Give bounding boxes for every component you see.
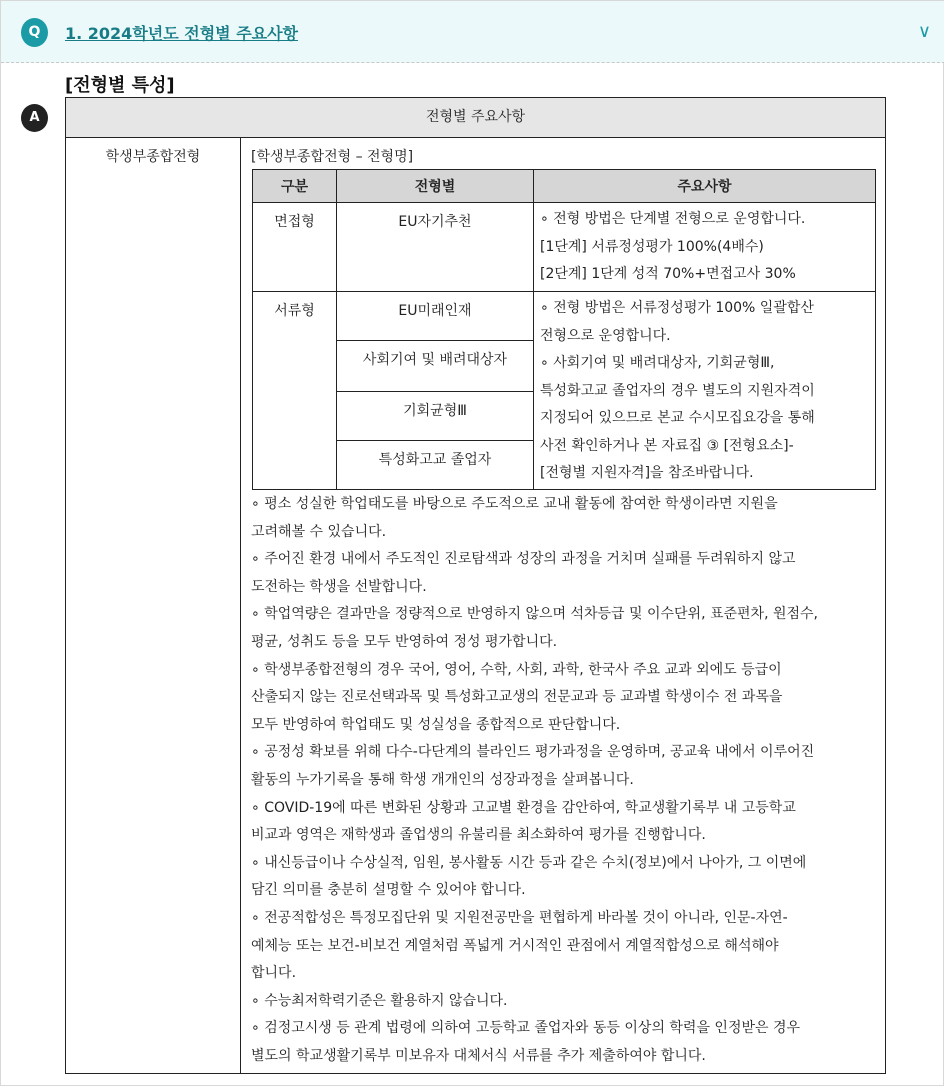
list-line: ∘ 공정성 확보를 위해 다수-다단계의 블라인드 평가과정을 운영하며, 공교육 내에서 이루어진 [251, 744, 815, 761]
list-line: ∘ COVID-19에 따른 변화된 상황과 고교별 환경을 감안하여, 학교생활기록부 내 고등학교 [251, 799, 796, 816]
col-header: 전형별 [337, 170, 534, 203]
list-line: 모두 반영하여 학업태도 및 성실성을 종합적으로 판단합니다. [251, 716, 621, 733]
list-line: ∘ 학업역량은 결과만을 정량적으로 반영하지 않으며 석차등급 및 이수단위, 표준편차, 원점수, [251, 606, 819, 623]
inner-table [252, 169, 876, 490]
table-header: 전형별 주요사항 [66, 98, 885, 138]
list-line: 평균, 성취도 등을 모두 반영하여 정성 평가합니다. [251, 633, 558, 650]
note-line: ∘ 전형 방법은 서류정성평가 100% 일괄합산 [540, 300, 814, 316]
name-cell: EU자기추천 [337, 203, 534, 292]
row-content [241, 138, 885, 1073]
characteristics-list [251, 491, 818, 1070]
notes-cell [534, 292, 875, 489]
note-line: [2단계] 1단계 성적 70%+면접고사 30% [540, 266, 796, 282]
list-line: 담긴 의미를 충분히 설명할 수 있어야 합니다. [251, 882, 526, 899]
type-cell: 서류형 [253, 292, 337, 489]
list-line: 고려해볼 수 있습니다. [251, 523, 387, 540]
list-line: 산출되지 않는 진로선택과목 및 특성화고교생의 전문교과 등 교과별 학생이수 전 과목을 [251, 689, 783, 706]
list-line: ∘ 학생부종합전형의 경우 국어, 영어, 수학, 사회, 과학, 한국사 주요 교과 외에도 등급이 [251, 661, 782, 678]
col-header: 구분 [253, 170, 337, 203]
list-line: 비교과 영역은 재학생과 졸업생의 유불리를 최소화하여 평가를 진행합니다. [251, 827, 706, 844]
answer-badge: A [21, 104, 48, 132]
name-cell: EU미래인재 [337, 292, 534, 341]
list-line: 도전하는 학생을 선발합니다. [251, 578, 427, 595]
note-line: 특성화고교 졸업자의 경우 별도의 지원자격이 [540, 382, 815, 399]
question-title-link[interactable]: 1. 2024학년도 전형별 주요사항 [65, 24, 299, 43]
subtitle: [학생부종합전형 – 전형명] [251, 149, 414, 165]
list-line: 합니다. [251, 965, 297, 982]
list-line: ∘ 주어진 환경 내에서 주도적인 진로탐색과 성장의 과정을 거치며 실패를 두려워하지 않고 [251, 551, 796, 568]
list-line: 활동의 누가기록을 통해 학생 개개인의 성장과정을 살펴봅니다. [251, 771, 634, 788]
admission-table [65, 97, 886, 1074]
faq-question-header[interactable] [1, 1, 944, 63]
col-header: 주요사항 [534, 170, 875, 203]
note-line: 지정되어 있으므로 본교 수시모집요강을 통해 [540, 410, 815, 426]
note-line: 사전 확인하거나 본 자료집 ③ [전형요소]- [540, 437, 794, 454]
name-cell: 기회균형Ⅲ [337, 392, 534, 441]
name-cell: 사회기여 및 배려대상자 [337, 341, 534, 392]
chevron-down-icon[interactable]: ∨ [917, 21, 931, 42]
list-line: ∘ 수능최저학력기준은 활용하지 않습니다. [251, 992, 508, 1009]
section-title: [전형별 특성] [65, 75, 175, 96]
list-line: ∘ 내신등급이나 수상실적, 임원, 봉사활동 시간 등과 같은 수치(정보)에서 나아가, 그 이면에 [251, 854, 807, 871]
question-badge: Q [21, 18, 48, 47]
list-line: ∘ 검정고시생 등 관계 법령에 의하여 고등학교 졸업자와 동등 이상의 학력을 인정받은 경우 [251, 1020, 801, 1037]
notes-cell [534, 203, 875, 292]
list-line: ∘ 전공적합성은 특정모집단위 및 지원전공만을 편협하게 바라볼 것이 아니라, 인문-자연- [251, 909, 788, 926]
note-line: 전형으로 운영합니다. [540, 327, 671, 344]
type-cell: 면접형 [253, 203, 337, 292]
list-line: 예체능 또는 보건-비보건 계열처럼 폭넓게 거시적인 관점에서 계열적합성으로 해석해야 [251, 937, 779, 954]
name-cell: 특성화고교 졸업자 [337, 441, 534, 489]
note-line: [1단계] 서류정성평가 100%(4배수) [540, 238, 764, 255]
note-line: ∘ 전형 방법은 단계별 전형으로 운영합니다. [540, 211, 806, 227]
row-label: 학생부종합전형 [66, 138, 241, 1073]
note-line: ∘ 사회기여 및 배려대상자, 기회균형Ⅲ, [540, 355, 775, 371]
list-line: 별도의 학교생활기록부 미보유자 대체서식 서류를 추가 제출하여야 합니다. [251, 1047, 706, 1064]
list-line: ∘ 평소 성실한 학업태도를 바탕으로 주도적으로 교내 활동에 참여한 학생이라면 지원을 [251, 496, 778, 512]
note-line: [전형별 지원자격]을 참조바랍니다. [540, 465, 754, 481]
